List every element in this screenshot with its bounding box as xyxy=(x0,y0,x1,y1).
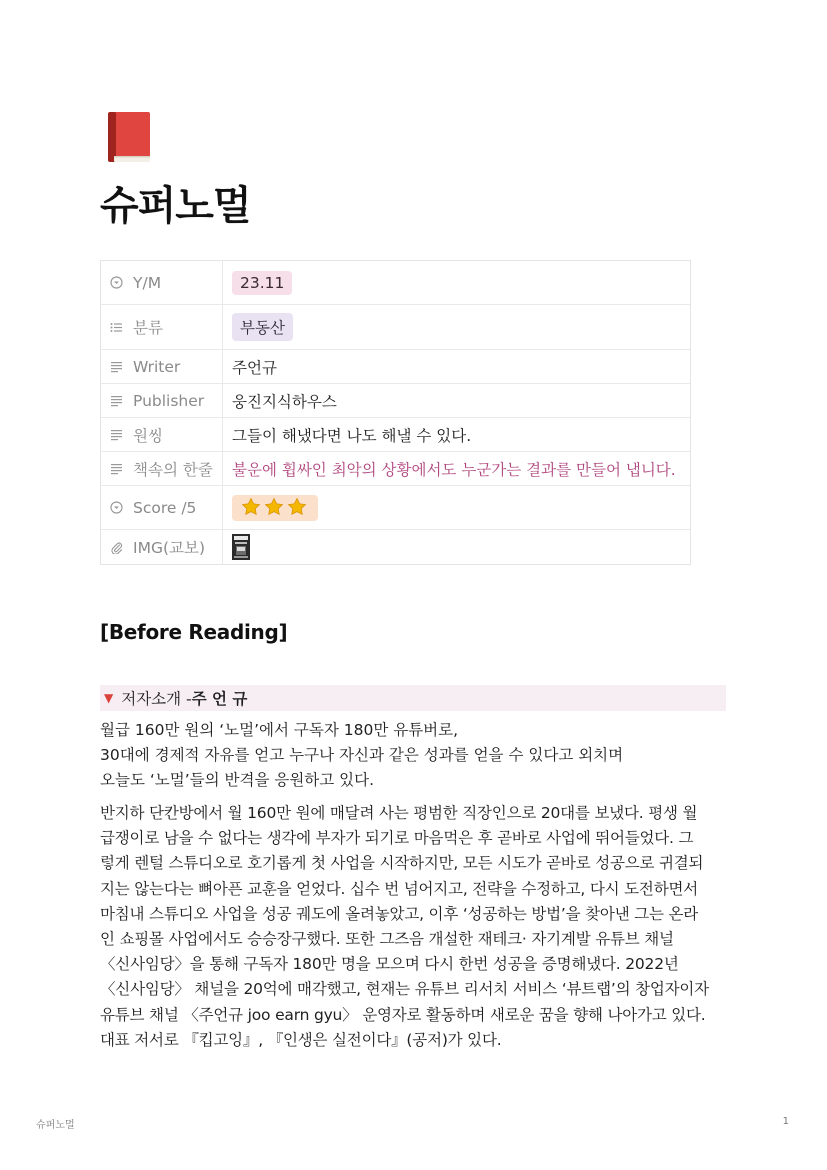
property-key xyxy=(101,350,223,383)
property-row-quote xyxy=(101,452,690,486)
toggle-triangle-icon[interactable]: ▼ xyxy=(104,691,114,705)
bio-line: 마침내 스튜디오 사업을 성공 궤도에 올려놓았고, 이후 ‘성공하는 방법’을 찾아낸 그는 온라 xyxy=(100,904,699,923)
bio-line: 반지하 단칸방에서 월 160만 원에 매달려 사는 평범한 직장인으로 20대를 보냈다. 평생 월 xyxy=(100,804,698,822)
category-tag[interactable]: 부동산 xyxy=(232,313,293,341)
select-icon xyxy=(109,501,123,515)
text-icon xyxy=(109,462,123,476)
property-key-label: Publisher xyxy=(133,391,205,410)
intro-line: 30대에 경제적 자유를 얻고 누구나 자신과 같은 성과를 얻을 수 있다고 외치며 xyxy=(100,746,624,765)
bio-line: 유튜브 채널 〈주언규 joo earn gyu〉 운영자로 활동하며 새로운 꿈을 향해 나아가고 있다. xyxy=(100,1005,706,1024)
property-row-image xyxy=(101,530,690,564)
bio-line: 지는 않는다는 뼈아픈 교훈을 얻었다. 십수 번 넘어지고, 전략을 수정하고, 다시 도전하면서 xyxy=(100,879,699,898)
page-title: 슈퍼노멀 xyxy=(100,183,251,229)
bio-line: 인 쇼핑몰 사업에서도 승승장구했다. 또한 그즈음 개설한 재테크· 자기계발 유튜브 채널 xyxy=(100,930,674,949)
writer-value[interactable]: 주언규 xyxy=(232,358,277,377)
author-intro xyxy=(100,718,730,794)
property-value[interactable] xyxy=(223,261,690,304)
property-key xyxy=(101,384,223,417)
text-icon xyxy=(109,428,123,442)
quote-text: 불운에 휩싸인 최악의 상황에서도 누군가는 결과를 만들어 냅니다. xyxy=(232,460,676,479)
intro-line: 오늘도 ‘노멀’들의 반격을 응원하고 있다. xyxy=(100,771,375,790)
property-key-label: 원씽 xyxy=(133,426,163,445)
property-key-label: Writer xyxy=(133,357,181,376)
ym-tag[interactable]: 23.11 xyxy=(232,271,292,295)
author-bio xyxy=(100,801,730,1053)
page-number: 1 xyxy=(782,1116,789,1127)
red-book-icon xyxy=(104,108,156,166)
property-row-score xyxy=(101,486,690,530)
property-key xyxy=(101,530,223,564)
text-icon xyxy=(109,394,123,408)
property-key xyxy=(101,452,223,485)
text-icon xyxy=(109,360,123,374)
bio-line: 급쟁이로 남을 수 없다는 생각에 부자가 되기로 마음먹은 후 곧바로 사업에 뛰어들었다. 그 xyxy=(100,829,694,848)
bio-line: 〈신사임당〉 채널을 20억에 매각했고, 현재는 유튜브 리서치 서비스 ‘뷰트랩’의 창업자이자 xyxy=(100,980,709,999)
property-value[interactable] xyxy=(223,486,690,529)
star-rating xyxy=(240,497,310,515)
properties-table xyxy=(100,260,691,565)
section-heading: [Before Reading] xyxy=(100,620,288,644)
property-row-category xyxy=(101,305,690,350)
property-key-label: Y/M xyxy=(133,273,162,292)
footer-title: 슈퍼노멀 xyxy=(36,1120,75,1131)
intro-line: 월급 160만 원의 ‘노멀’에서 구독자 180만 유튜버로, xyxy=(100,721,459,739)
list-icon xyxy=(109,320,123,334)
property-key xyxy=(101,305,223,349)
property-key xyxy=(101,486,223,529)
bio-line: 렇게 렌털 스튜디오로 호기롭게 첫 사업을 시작하지만, 모든 시도가 곧바로 성공으로 귀결되 xyxy=(100,854,704,873)
property-key-label: IMG(교보) xyxy=(133,539,205,557)
toggle-label: 저자소개 - xyxy=(121,690,192,708)
bio-line: 〈신사임당〉을 통해 구독자 180만 명을 모으며 다시 한번 성공을 증명해냈다. 2022년 xyxy=(100,955,679,974)
select-icon xyxy=(109,276,123,290)
paperclip-icon xyxy=(109,540,123,554)
book-cover-thumbnail[interactable] xyxy=(232,534,250,560)
property-key-label: 분류 xyxy=(133,319,163,337)
property-value[interactable] xyxy=(223,305,690,349)
property-row-one-thing xyxy=(101,418,690,452)
property-row-writer xyxy=(101,350,690,384)
property-key-label: 책속의 한줄 xyxy=(133,460,213,479)
property-key-label: Score /5 xyxy=(133,498,197,517)
bio-line: 대표 저서로 『킵고잉』, 『인생은 실전이다』(공저)가 있다. xyxy=(100,1030,502,1049)
author-toggle[interactable] xyxy=(100,685,726,711)
property-key xyxy=(101,261,223,304)
one-thing-value[interactable]: 그들이 해냈다면 나도 해낼 수 있다. xyxy=(232,426,472,445)
toggle-label-bold: 주 언 규 xyxy=(191,690,248,708)
publisher-value[interactable]: 웅진지식하우스 xyxy=(232,392,337,411)
quote-value[interactable] xyxy=(223,452,690,485)
score-tag[interactable] xyxy=(232,495,318,521)
property-row-ym xyxy=(101,261,690,305)
property-value[interactable] xyxy=(223,530,690,564)
property-row-publisher xyxy=(101,384,690,418)
property-key xyxy=(101,418,223,451)
